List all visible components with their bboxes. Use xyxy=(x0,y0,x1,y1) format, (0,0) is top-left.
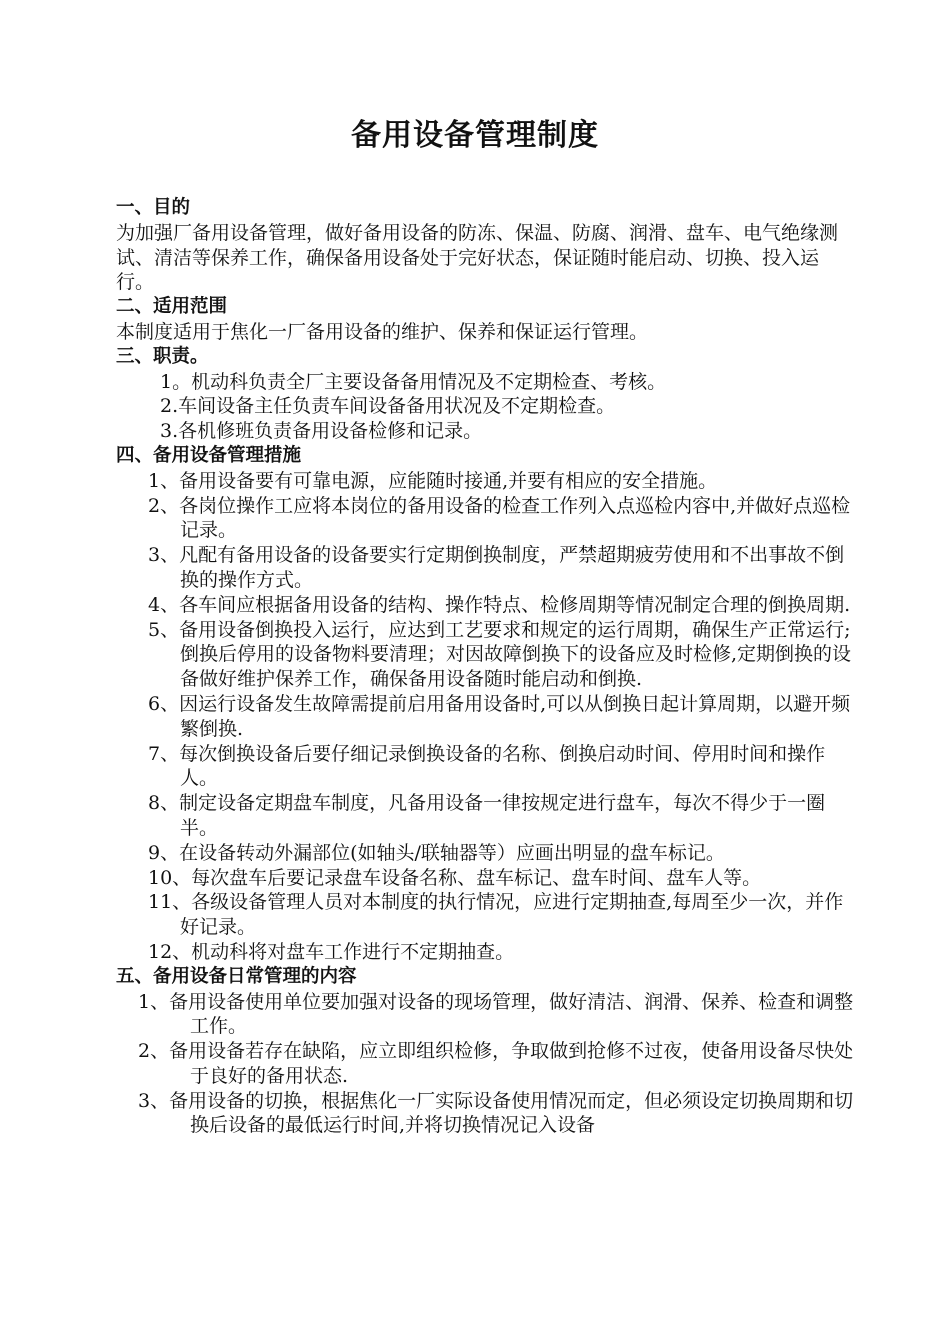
measure-item: 4、各车间应根据备用设备的结构、操作特点、检修周期等情况制定合理的倒换周期. xyxy=(148,593,851,616)
section-text-scope: 本制度适用于焦化一厂备用设备的维护、保养和保证运行管理。 xyxy=(116,320,649,343)
measures-list xyxy=(116,469,856,965)
measure-item: 2、各岗位操作工应将本岗位的备用设备的检查工作列入点巡检内容中,并做好点巡检记录。 xyxy=(148,494,851,542)
duty-item: 3.各机修班负责备用设备检修和记录。 xyxy=(160,420,483,443)
measure-item: 3、凡配有备用设备的设备要实行定期倒换制度，严禁超期疲劳使用和不出事故不倒换的操作方式。 xyxy=(148,544,845,591)
measure-item: 11、各级设备管理人员对本制度的执行情况，应进行定期抽查,每周至少一次，并作好记录。 xyxy=(148,891,844,939)
measure-item: 9、在设备转动外漏部位(如轴头/联轴器等）应画出明显的盘车标记。 xyxy=(148,841,725,864)
measure-item: 5、备用设备倒换投入运行，应达到工艺要求和规定的运行周期，确保生产正常运行;倒换后停用的设备物料要清理；对因故障倒换下的设备应及时检修,定期倒换的设备做好维护保养工作，确保备用设备随时能启动和倒换. xyxy=(148,618,852,691)
daily-item: 1、备用设备使用单位要加强对设备的现场管理，做好清洁、润滑、保养、检查和调整工作。 xyxy=(138,990,854,1038)
daily-item: 3、备用设备的切换，根据焦化一厂实际设备使用情况而定，但必须设定切换周期和切换后设备的最低运行时间,并将切换情况记入设备 xyxy=(138,1089,854,1137)
measure-item: 1、备用设备要有可靠电源，应能随时接通,并要有相应的安全措施。 xyxy=(148,469,718,492)
measure-item: 7、每次倒换设备后要仔细记录倒换设备的名称、倒换启动时间、停用时间和操作人。 xyxy=(148,742,826,790)
duties-list xyxy=(116,370,856,444)
section-heading-duties: 三、职责。 xyxy=(116,345,209,367)
section-heading-daily: 五、备用设备日常管理的内容 xyxy=(116,965,357,987)
duty-item: 2.车间设备主任负责车间设备备用状况及不定期检查。 xyxy=(160,395,616,418)
section-heading-purpose: 一、目的 xyxy=(116,197,191,218)
duty-item: 1。机动科负责全厂主要设备备用情况及不定期检查、考核。 xyxy=(160,370,667,393)
section-heading-measures: 四、备用设备管理措施 xyxy=(116,444,302,466)
measure-item: 12、机动科将对盘车工作进行不定期抽查。 xyxy=(148,940,515,963)
daily-item: 2、备用设备若存在缺陷，应立即组织检修，争取做到抢修不过夜，使备用设备尽快处于良好的备用状态. xyxy=(138,1040,854,1087)
document-title: 备用设备管理制度 xyxy=(351,118,599,153)
measure-item: 8、制定设备定期盘车制度，凡备用设备一律按规定进行盘车，每次不得少于一圈半。 xyxy=(148,792,826,839)
section-heading-scope: 二、适用范围 xyxy=(116,296,228,318)
measure-item: 10、每次盘车后要记录盘车设备名称、盘车标记、盘车时间、盘车人等。 xyxy=(148,866,762,889)
document-body xyxy=(116,196,856,1138)
daily-list xyxy=(116,990,856,1139)
section-text-purpose: 为加强厂备用设备管理，做好备用设备的防冻、保温、防腐、润滑、盘车、电气绝缘测试、清洁等保养工作，确保备用设备处于完好状态，保证随时能启动、切换、投入运行。 xyxy=(116,221,839,294)
measure-item: 6、因运行设备发生故障需提前启用备用设备时,可以从倒换日起计算周期，以避开频繁倒换. xyxy=(148,692,851,740)
